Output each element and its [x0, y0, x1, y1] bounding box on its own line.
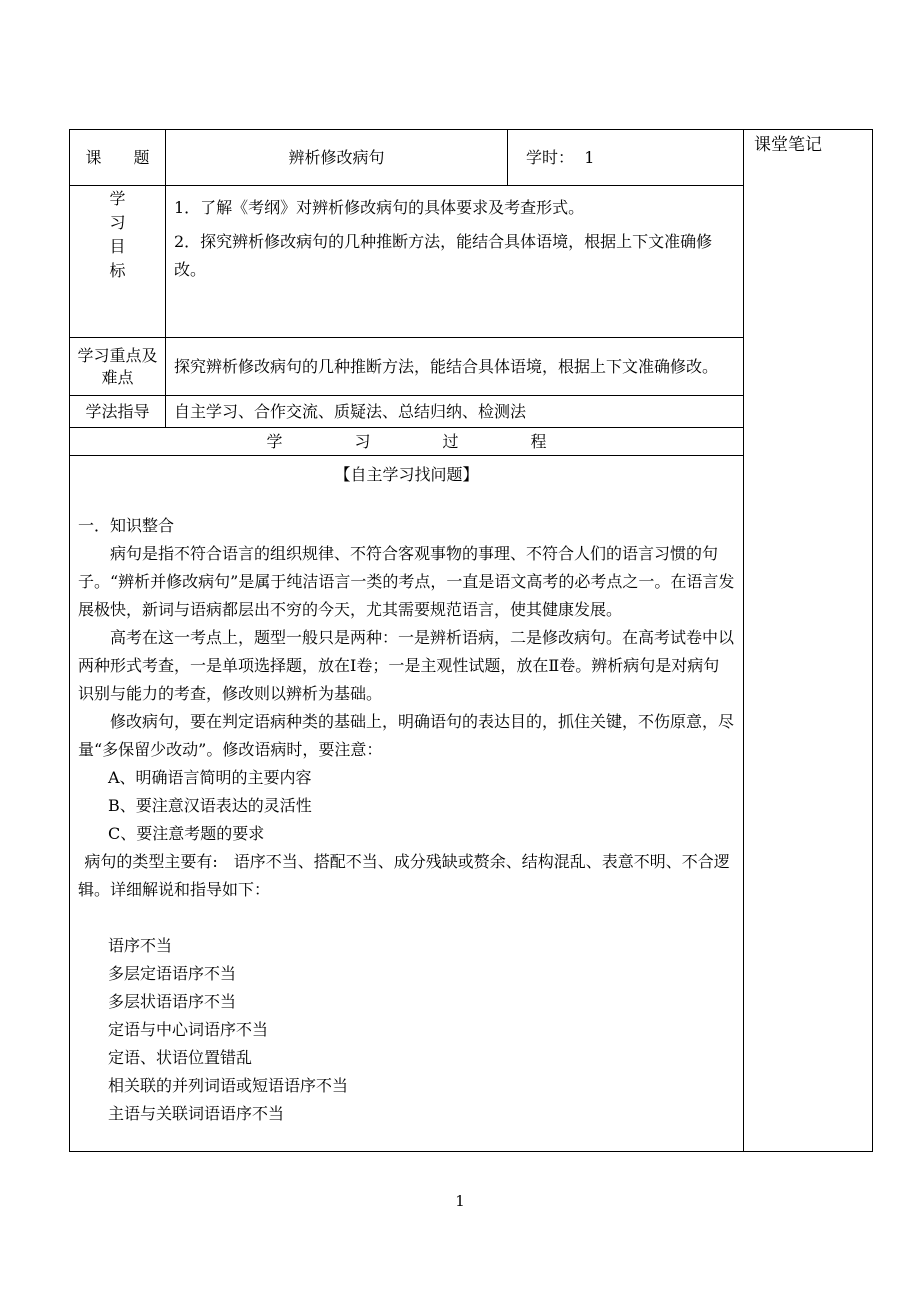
topic-value: 辨析修改病句: [166, 130, 508, 186]
order-item: 主语与关联词语语序不当: [108, 1104, 285, 1123]
paragraph: 病句是指不符合语言的组织规律、不符合客观事物的事理、不符合人们的语言习惯的句子。“辨析并修改病句”是属于纯洁语言一类的考点，一直是语文高考的必考点之一。在语言发展极快，新词与语病都层出不穷的今天，尤其需要规范语言，使其健康发展。: [78, 544, 735, 619]
process-heading: [70, 428, 744, 456]
process-char: 过: [442, 431, 459, 451]
order-item: 多层定语语序不当: [108, 964, 237, 983]
types-summary: 病句的类型主要有: 语序不当、搭配不当、成分残缺或赘余、结构混乱、表意不明、不合逻辑。详细解说和指导如下：: [78, 852, 730, 899]
key-points-value: 探究辨析修改病句的几种推断方法，能结合具体语境，根据上下文准确修改。: [166, 338, 744, 396]
notes-label: 课堂笔记: [754, 135, 822, 155]
paragraph: 高考在这一考点上，题型一般只是两种：一是辨析语病，二是修改病句。在高考试卷中以两种形式考查，一是单项选择题，放在Ⅰ卷；一是主观性试题，放在Ⅱ卷。辨析病句是对病句识别与能力的考查，修改则以辨析为基础。: [78, 628, 735, 703]
process-char: 习: [354, 431, 371, 451]
hours-label: 学时：: [526, 147, 575, 167]
process-char: 程: [530, 431, 547, 451]
key-points-label: 学习重点及难点: [70, 338, 166, 396]
goals-label-char: 目: [109, 237, 126, 256]
goal-item: 2．探究辨析修改病句的几种推断方法，能结合具体语境，根据上下文准确修改。: [174, 232, 713, 279]
hours-cell: [508, 130, 744, 186]
goals-label-char: 习: [109, 213, 126, 232]
attention-item: C、要注意考题的要求: [108, 824, 265, 843]
hours-value: 1: [584, 147, 595, 167]
notes-column: [744, 130, 873, 1152]
page-number: 1: [455, 1192, 465, 1210]
method-label: 学法指导: [70, 396, 166, 428]
goals-content: [166, 186, 744, 338]
order-item: 相关联的并列词语或短语语序不当: [108, 1076, 349, 1095]
knowledge-heading: 一．知识整合: [78, 516, 175, 535]
order-item: 定语与中心词语序不当: [108, 1020, 269, 1039]
process-char: 学: [266, 431, 283, 451]
learning-process-content: [70, 456, 744, 1152]
order-item: 定语、状语位置错乱: [108, 1048, 253, 1067]
lesson-plan-table: [69, 129, 873, 1152]
attention-item: A、明确语言简明的主要内容: [108, 768, 312, 787]
goals-label-char: 标: [109, 261, 126, 280]
attention-item: B、要注意汉语表达的灵活性: [108, 796, 312, 815]
section-title: 【自主学习找问题】: [334, 465, 479, 484]
order-item: 多层状语语序不当: [108, 992, 237, 1011]
topic-label: 课 题: [70, 130, 166, 186]
order-item: 语序不当: [108, 936, 173, 955]
method-value: 自主学习、合作交流、质疑法、总结归纳、检测法: [166, 396, 744, 428]
paragraph: 修改病句，要在判定语病种类的基础上，明确语句的表达目的，抓住关键，不伤原意，尽量“多保留少改动”。修改语病时，要注意：: [78, 712, 735, 759]
goal-item: 1．了解《考纲》对辨析修改病句的具体要求及考查形式。: [174, 198, 585, 217]
goals-label: [70, 186, 166, 338]
goals-label-char: 学: [109, 189, 126, 208]
